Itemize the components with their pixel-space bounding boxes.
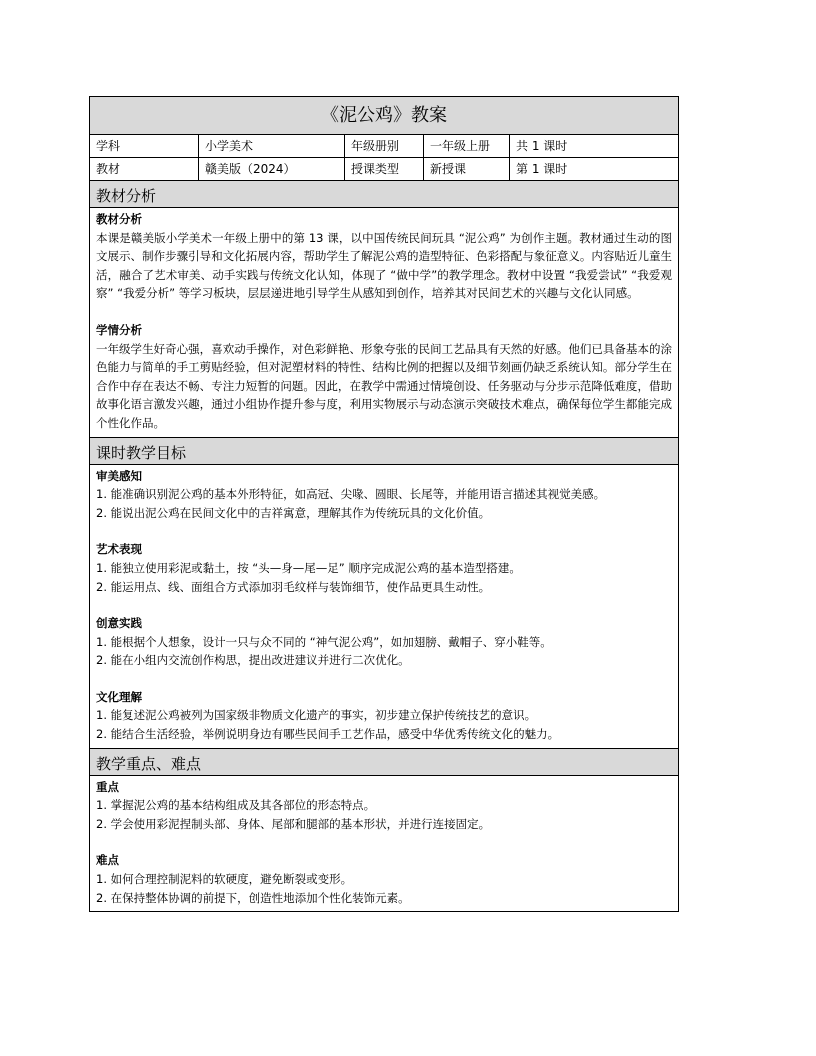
info-cell: 一年级上册	[423, 135, 509, 157]
info-row-subject	[90, 135, 678, 158]
subheading-culture: 文化理解	[96, 689, 142, 704]
info-cell: 学科	[96, 139, 121, 153]
objective-item: 2. 能运用点、线、面组合方式添加羽毛纹样与装饰细节，使作品更具生动性。	[96, 579, 491, 594]
info-cell: 共 1 课时	[509, 135, 678, 157]
objective-item: 1. 能准确识别泥公鸡的基本外形特征，如高冠、尖喙、圆眼、长尾等，并能用语言描述其视觉美感。	[96, 487, 606, 502]
subheading-difficulty: 难点	[96, 853, 119, 868]
section-heading-key-points: 教学重点、难点	[90, 749, 678, 776]
objective-item: 2. 能说出泥公鸡在民间文化中的吉祥寓意，理解其作为传统玩具的文化价值。	[96, 505, 491, 520]
info-cell: 教材	[96, 162, 121, 176]
info-cell: 第 1 课时	[509, 158, 678, 180]
paragraph-material: 本课是赣美版小学美术一年级上册中的第 13 课，以中国传统民间玩具 “泥公鸡” 为创作主题。教材通过生动的图文展示、制作步骤引导和文化拓展内容，帮助学生了解泥公鸡的造型特征、色彩搭配与象征意义。内容贴近儿童生活，融合了艺术审美、动手实践与传统文化认知，体现了 “做中学”的教学理念。教材中设置 “我爱尝试” “我爱观察” “我爱分析” 等学习板块，层层递进地引导学生从感知到创作，培养其对民间艺术的兴趣与文化认同感。	[96, 230, 672, 301]
section-body-objectives	[90, 465, 678, 749]
subheading-key: 重点	[96, 779, 119, 794]
section-heading-objectives: 课时教学目标	[90, 438, 678, 465]
section-heading-analysis: 教材分析	[90, 181, 678, 208]
section-body-analysis	[90, 208, 678, 438]
lesson-plan-table	[89, 96, 679, 912]
subheading-material: 教材分析	[96, 212, 142, 226]
document-title: 《泥公鸡》教案	[90, 97, 678, 135]
objective-item: 1. 能独立使用彩泥或黏土，按 “头—身—尾—足” 顺序完成泥公鸡的基本造型搭建。	[96, 560, 521, 575]
info-cell: 新授课	[423, 158, 509, 180]
difficulty-item: 2. 在保持整体协调的前提下，创造性地添加个性化装饰元素。	[96, 890, 410, 905]
key-point-item: 2. 学会使用彩泥捏制头部、身体、尾部和腿部的基本形状，并进行连接固定。	[96, 816, 491, 831]
subheading-aesthetic: 审美感知	[96, 468, 142, 483]
info-cell: 赣美版（2024）	[198, 158, 344, 180]
subheading-expression: 艺术表现	[96, 542, 142, 557]
info-cell: 授课类型	[344, 158, 423, 180]
info-cell: 小学美术	[198, 135, 344, 157]
subheading-learner: 学情分析	[96, 322, 142, 337]
objective-item: 1. 能复述泥公鸡被列为国家级非物质文化遗产的事实，初步建立保护传统技艺的意识。	[96, 708, 537, 723]
info-row-textbook	[90, 158, 678, 181]
key-point-item: 1. 掌握泥公鸡的基本结构组成及其各部位的形态特点。	[96, 798, 376, 813]
paragraph-learner: 一年级学生好奇心强，喜欢动手操作，对色彩鲜艳、形象夸张的民间工艺品具有天然的好感。他们已具备基本的涂色能力与简单的手工剪贴经验，但对泥塑材料的特性、结构比例的把握以及细节刻画仍缺乏系统认知。部分学生在合作中存在表达不畅、专注力短暂的问题。因此，在教学中需通过情境创设、任务驱动与分步示范降低难度，借助故事化语言激发兴趣，通过小组协作提升参与度，利用实物展示与动态演示突破技术难点，确保每位学生都能完成个性化作品。	[96, 341, 672, 430]
subheading-creative: 创意实践	[96, 616, 142, 631]
objective-item: 1. 能根据个人想象，设计一只与众不同的 “神气泥公鸡”，如加翅膀、戴帽子、穿小鞋等。	[96, 634, 552, 649]
info-cell: 年级册别	[344, 135, 423, 157]
difficulty-item: 1. 如何合理控制泥料的软硬度，避免断裂或变形。	[96, 872, 353, 887]
section-body-key-points	[90, 776, 678, 912]
objective-item: 2. 能结合生活经验，举例说明身边有哪些民间手工艺作品，感受中华优秀传统文化的魅力。	[96, 727, 560, 742]
objective-item: 2. 能在小组内交流创作构思，提出改进建议并进行二次优化。	[96, 653, 410, 668]
